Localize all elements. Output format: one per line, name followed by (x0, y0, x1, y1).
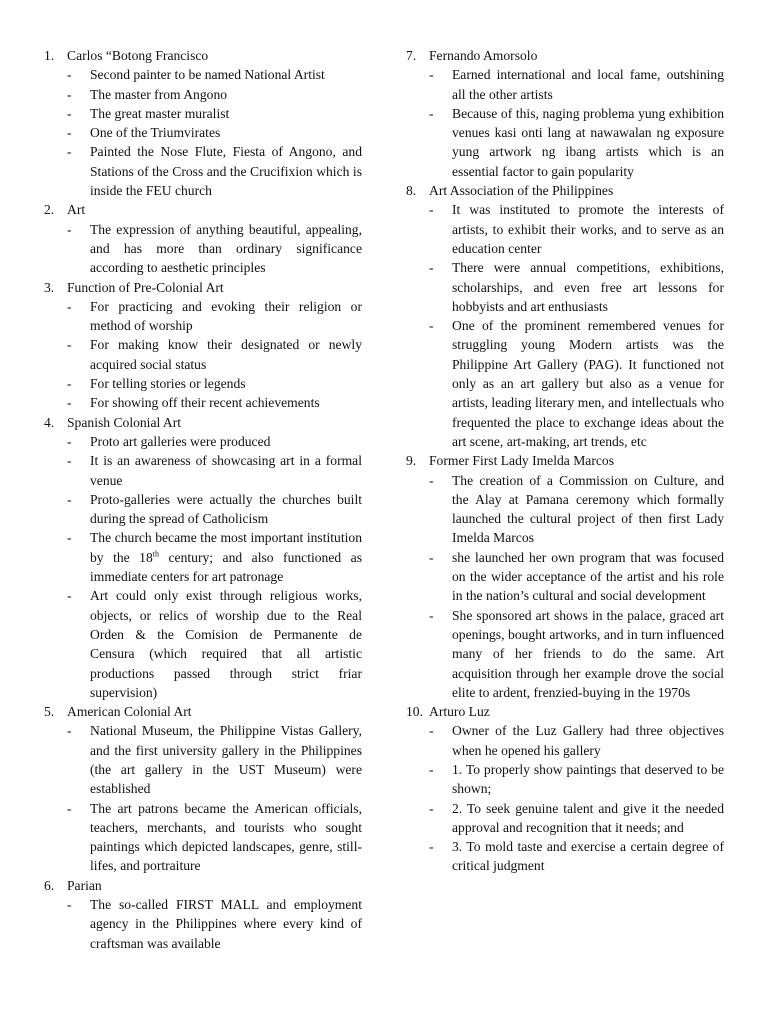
list-item-pre-colonial-art (44, 278, 362, 413)
bullet-dash: - (67, 221, 72, 237)
item-title: Function of Pre-Colonial Art (67, 279, 224, 295)
bullet-dash: - (67, 433, 72, 449)
bullet-item (429, 721, 724, 760)
bullet-dash: - (429, 723, 434, 739)
bullet-list (44, 895, 362, 953)
bullet-text: It was instituted to promote the interests of artists, to exhibit their works, and to serve as an education center (452, 202, 724, 256)
item-title: American Colonial Art (67, 704, 192, 720)
bullet-item (67, 895, 362, 953)
item-title: Carlos “Botong Francisco (67, 48, 209, 63)
item-title: Fernando Amorsolo (429, 48, 538, 63)
church-text-superscript: th (152, 549, 160, 559)
list-item-imelda-marcos (406, 451, 724, 702)
item-number: 10. (406, 704, 423, 720)
bullet-text: For showing off their recent achievements (90, 395, 320, 411)
right-column (406, 46, 724, 876)
bullet-dash: - (429, 472, 434, 488)
item-number: 7. (406, 48, 417, 63)
list-item-american-colonial-art (44, 702, 362, 876)
bullet-dash: - (67, 376, 72, 392)
left-column (44, 46, 362, 953)
list-item-art (44, 200, 362, 277)
bullet-dash: - (67, 800, 72, 816)
bullet-text: Art could only exist through religious works, objects, or relics of worship due to the Real Orden & the Comision de Permanente de Censura (which required that all artistic productions passed through strict friar supervision) (90, 588, 362, 700)
item-number: 3. (44, 279, 55, 295)
bullet-list (44, 721, 362, 875)
bullet-item (429, 548, 724, 606)
bullet-item (67, 85, 362, 104)
bullet-text: The expression of anything beautiful, appealing, and has more than ordinary significance according to aesthetic principles (90, 221, 362, 276)
bullet-text: Second painter to be named National Artist (90, 67, 325, 83)
list-item-carlos-francisco (44, 46, 362, 200)
bullet-dash: - (429, 549, 434, 565)
list-item-spanish-colonial-art (44, 413, 362, 702)
bullet-text: There were annual competitions, exhibitions, scholarships, and even free art lessons for hobbyists and art enthusiasts (452, 260, 724, 314)
bullet-text: The creation of a Commission on Culture, and the Alay at Pamana ceremony which formally launched the cultural project of then first Lady Imelda Marcos (452, 472, 724, 546)
bullet-item (67, 490, 362, 529)
bullet-dash: - (67, 897, 72, 913)
bullet-text: 2. To seek genuine talent and give it the needed approval and recognition that it needs; and (452, 800, 724, 835)
item-title: Former First Lady Imelda Marcos (429, 453, 614, 469)
bullet-text: Owner of the Luz Gallery had three objectives when he opened his gallery (452, 723, 724, 758)
bullet-list (406, 65, 724, 181)
bullet-text: Proto art galleries were produced (90, 433, 271, 449)
item-number: 5. (44, 704, 55, 720)
bullet-dash: - (67, 67, 72, 83)
church-text-after: century; and also functioned as immediate centers for art patronage (90, 549, 362, 585)
bullet-text: The master from Angono (90, 86, 228, 102)
bullet-item (67, 104, 362, 123)
bullet-dash: - (67, 453, 72, 469)
bullet-item (429, 606, 724, 702)
bullet-item (429, 760, 724, 799)
bullet-list (44, 220, 362, 278)
bullet-text: One of the Triumvirates (90, 125, 221, 141)
bullet-list (406, 471, 724, 703)
bullet-item (67, 65, 362, 84)
bullet-list (44, 432, 362, 702)
church-text-before: The church became the most important institution by the 18 (90, 530, 362, 565)
bullet-dash: - (429, 67, 434, 83)
item-title: Spanish Colonial Art (67, 414, 182, 430)
bullet-text: The so-called FIRST MALL and employment agency in the Philippines where every kind of craftsman was available (90, 897, 362, 951)
bullet-item (67, 335, 362, 374)
bullet-item (67, 432, 362, 451)
bullet-list (44, 65, 362, 200)
bullet-text: For telling stories or legends (90, 376, 246, 392)
list-item-arturo-luz (406, 702, 724, 876)
bullet-item (67, 142, 362, 200)
bullet-list (406, 721, 724, 875)
item-number: 4. (44, 414, 55, 430)
bullet-item (67, 374, 362, 393)
bullet-text: She sponsored art shows in the palace, graced art openings, bought artworks, and in turn influenced many of her friends to do the same. Art acquisition through her example drove the social elite to ardent, frenzied-buying in the 1970s (452, 607, 724, 700)
bullet-text: One of the prominent remembered venues for struggling young Modern artists was the Philippine Art Gallery (PAG). It functioned not only as an art gallery but also as a venue for artists, leading literary men, and intellectuals who frequented the place to exchange ideas about the art scene, art-making, art trends, etc (452, 318, 724, 449)
bullet-dash: - (67, 105, 72, 121)
bullet-dash: - (429, 318, 434, 334)
item-number: 2. (44, 202, 55, 218)
item-title: Art Association of the Philippines (429, 183, 614, 199)
bullet-item (67, 721, 362, 798)
bullet-dash: - (429, 260, 434, 276)
bullet-text: 3. To mold taste and exercise a certain degree of critical judgment (452, 839, 724, 874)
bullet-dash: - (429, 202, 434, 218)
bullet-item (429, 258, 724, 316)
bullet-text: she launched her own program that was focused on the wider acceptance of the artist and his role in the nation’s cultural and social development (452, 549, 724, 604)
bullet-list (406, 200, 724, 451)
bullet-item (429, 471, 724, 548)
bullet-dash: - (429, 839, 434, 855)
bullet-item (67, 586, 362, 702)
bullet-item (429, 837, 724, 876)
bullet-text: It is an awareness of showcasing art in a formal venue (90, 453, 362, 488)
bullet-dash: - (429, 607, 434, 623)
item-number: 8. (406, 183, 417, 199)
bullet-text: Painted the Nose Flute, Fiesta of Angono, and Stations of the Cross and the Crucifixion which is inside the FEU church (90, 144, 362, 199)
list-item-parian (44, 876, 362, 953)
bullet-item (67, 297, 362, 336)
bullet-item (429, 65, 724, 104)
bullet-dash: - (67, 588, 72, 604)
item-number: 6. (44, 877, 55, 893)
bullet-dash: - (67, 530, 72, 546)
bullet-dash: - (429, 800, 434, 816)
bullet-text: The art patrons became the American officials, teachers, merchants, and tourists who sought paintings which depicted landscapes, genre, still-lifes, and portraiture (90, 800, 362, 874)
bullet-item (67, 393, 362, 412)
item-title: Arturo Luz (429, 704, 490, 720)
bullet-dash: - (429, 105, 434, 121)
bullet-item (429, 200, 724, 258)
bullet-item (67, 220, 362, 278)
list-item-fernando-amorsolo (406, 46, 724, 181)
item-number: 9. (406, 453, 417, 469)
bullet-text: 1. To properly show paintings that deserved to be shown; (452, 761, 724, 797)
bullet-dash: - (67, 298, 72, 314)
bullet-text: The great master muralist (90, 105, 230, 121)
item-title: Parian (67, 877, 102, 893)
bullet-item (67, 123, 362, 142)
bullet-item (429, 799, 724, 838)
bullet-text: Proto-galleries were actually the churches built during the spread of Catholicism (90, 491, 362, 527)
bullet-dash: - (67, 144, 72, 160)
item-title: Art (67, 202, 86, 218)
bullet-dash: - (67, 723, 72, 739)
bullet-text-church (90, 528, 362, 586)
bullet-item (429, 104, 724, 181)
bullet-text: For practicing and evoking their religion or method of worship (90, 298, 362, 334)
bullet-dash: - (67, 125, 72, 141)
bullet-text: Because of this, naging problema yung exhibition venues kasi onti lang at nawawalan ng exposure yung artwork ng ibang artists which is an essential factor to gain popularity (452, 105, 724, 179)
bullet-text: For making know their designated or newly acquired social status (90, 337, 362, 372)
list-item-art-association (406, 181, 724, 451)
bullet-item (67, 451, 362, 490)
bullet-dash: - (67, 395, 72, 411)
bullet-item (67, 528, 362, 586)
bullet-dash: - (67, 491, 72, 507)
bullet-dash: - (429, 761, 434, 777)
bullet-item (429, 316, 724, 451)
bullet-item (67, 799, 362, 876)
bullet-dash: - (67, 86, 72, 102)
bullet-list (44, 297, 362, 413)
bullet-dash: - (67, 337, 72, 353)
bullet-text: Earned international and local fame, outshining all the other artists (452, 67, 724, 102)
item-number: 1. (44, 48, 55, 63)
bullet-text: National Museum, the Philippine Vistas Gallery, and the first university gallery in the Philippines (the art gallery in the UST Museum) were established (90, 723, 362, 797)
